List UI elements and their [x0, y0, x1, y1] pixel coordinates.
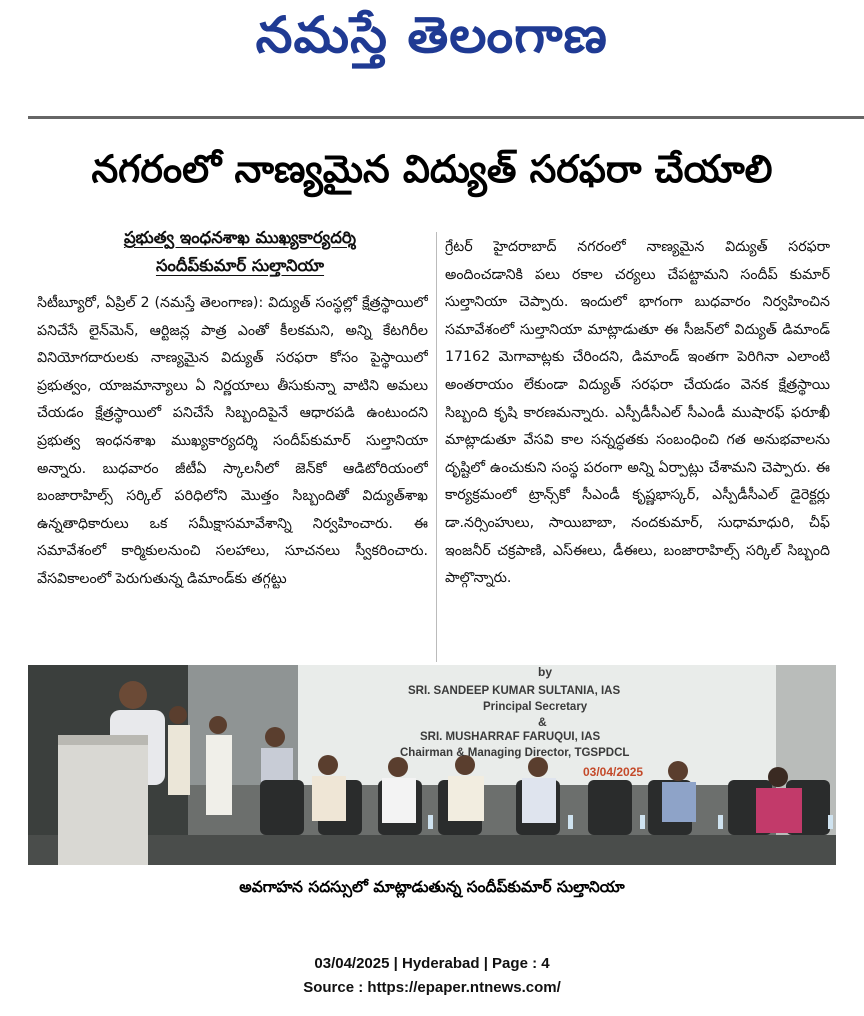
banner-line-4: Chairman & Managing Director, TGSPDCL [400, 747, 630, 759]
banner-date: 03/04/2025 [583, 765, 644, 779]
article-right-column: గ్రేటర్ హైదరాబాద్ నగరంలో నాణ్యమైన విద్యుత్ సరఫరా అందించడానికి పలు రకాల చర్యలు చేపట్టామని సందీప్ కుమార్ సుల్తానియా చెప్పారు. ఇందులో భాగంగా బుధవారం నిర్వహించిన సమావేశంలో సుల్తానియా మాట్లాడుతూ ఈ సీజన్‌లో విద్యుత్ డిమాండ్ 17162 మెగావాట్లకు చేరిందని, డిమాండ్ ఇంతగా పెరిగినా ఎలాంటి అంతరాయం లేకుండా విద్యుత్ సరఫరా చేయడం వెనక క్షేత్రస్థాయి సిబ్బంది కృషి కారణమన్నారు. ఎస్పీడీసీఎల్ సీఎండీ ముషారఫ్ ఫరూఖీ మాట్లాడుతూ వేసవి కాల సన్నద్ధతకు సంబంధించి గత అనుభవాలను దృష్టిలో ఉంచుకుని సంస్థ పరంగా అన్ని ఏర్పాట్లు చేశామని చెప్పారు. ఈ కార్యక్రమంలో ట్రాన్స్‌కో సీఎండీ కృష్ణభాస్కర్, ఎస్పీడీసీఎల్ డైరెక్టర్లు డా.నర్సింహులు, సాయిబాబా, నందకుమార్, సుధామాధురి, చీఫ్ ఇంజనీర్ చక్రపాణి, ఎస్ఈలు, డీఈలు, బంజారాహిల్స్ సర్కిల్ సిబ్బంది పాల్గొన్నారు. [445, 239, 830, 587]
footer-date-line: 03/04/2025 | Hyderabad | Page : 4 [314, 955, 550, 972]
header-rule [28, 116, 864, 119]
masthead-title: నమస్తే తెలంగాణ [255, 5, 609, 64]
article-left-column: సిటీబ్యూరో, ఏప్రిల్ 2 (నమస్తే తెలంగాణ): విద్యుత్ సంస్థల్లో క్షేత్రస్థాయిలో పనిచేసే లైన్‌మెన్, ఆర్టిజన్ల పాత్ర ఎంతో కీలకమని, అన్ని కేటగిరీల వినియోగదారులకు నాణ్యమైన విద్యుత్ సరఫరా కోసం పైస్థాయిలో ప్రభుత్వం, యాజమాన్యాలు ఏ నిర్ణయాలు తీసుకున్నా వాటిని అమలు చేయడం క్షేత్రస్థాయిలో పనిచేసే సిబ్బందిపైనే ఆధారపడి ఉంటుందని ప్రభుత్వ ఇంధనశాఖ ముఖ్యకార్యదర్శి సందీప్‌కుమార్ సుల్తానియా అన్నారు. బుధవారం జీటీఏ స్కాలనీలో జెన్‌కో ఆడిటోరియంలో బంజారాహిల్స్ సర్కిల్ పరిధిలోని మొత్తం సిబ్బందితో విద్యుత్‌శాఖ ఉన్నతాధికారులు ఒక సమీక్షాసమావేశాన్ని నిర్వహించారు. ఈ సమావేశంలో కార్మికులనుంచి సలహాలు, సూచనలు స్వీకరించారు. వేసవికాలంలో పెరుగుతున్న డిమాండ్‌కు తగ్గట్టు [37, 295, 428, 587]
page-footer [0, 952, 864, 1000]
banner-ampersand: & [538, 715, 547, 729]
column-divider [436, 232, 437, 662]
deck-line-2: సందీప్‌కుమార్ సుల్తానియా [155, 256, 325, 275]
banner-line-3: SRI. MUSHARRAF FARUQUI, IAS [420, 731, 601, 743]
banner-line-2: Principal Secretary [483, 701, 588, 713]
article-deck [56, 224, 424, 280]
photo-caption: అవగాహన సదస్సులో మాట్లాడుతున్న సందీప్‌కుమార్ సుల్తానియా [239, 878, 625, 896]
footer-source-line: Source : https://epaper.ntnews.com/ [303, 979, 561, 996]
masthead [0, 0, 864, 82]
article-headline: నగరంలో నాణ్యమైన విద్యుత్ సరఫరా చేయాలి [91, 147, 773, 191]
banner-line-1: SRI. SANDEEP KUMAR SULTANIA, IAS [408, 685, 621, 697]
banner-by: by [538, 665, 553, 679]
deck-line-1: ప్రభుత్వ ఇంధనశాఖ ముఖ్యకార్యదర్శి [123, 228, 357, 247]
event-photo [28, 665, 836, 865]
